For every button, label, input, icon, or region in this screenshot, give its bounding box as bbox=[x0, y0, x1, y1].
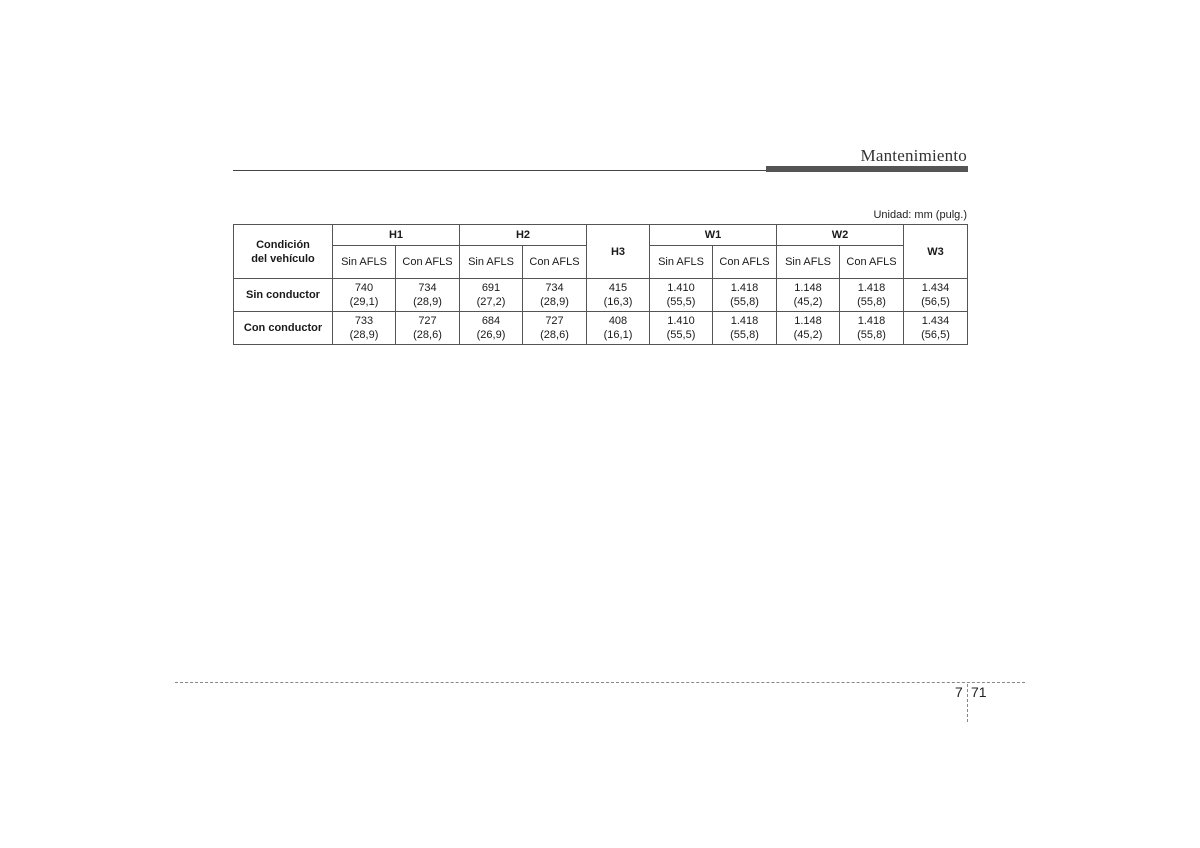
footer-divider bbox=[175, 682, 1025, 683]
table-cell: 1.418 (55,8) bbox=[713, 279, 777, 312]
subheader-cell: Sin AFLS bbox=[333, 246, 396, 279]
table-cell: 408 (16,1) bbox=[587, 312, 650, 345]
table-cell: 1.434 (56,5) bbox=[904, 312, 968, 345]
subheader-cell: Con AFLS bbox=[523, 246, 587, 279]
group-header-h1: H1 bbox=[333, 225, 460, 246]
table-cell: 415 (16,3) bbox=[587, 279, 650, 312]
table-cell: 1.418 (55,8) bbox=[713, 312, 777, 345]
table-header-row bbox=[234, 225, 968, 246]
subheader-cell: Con AFLS bbox=[840, 246, 904, 279]
group-header-w2: W2 bbox=[777, 225, 904, 246]
table-cell: 727 (28,6) bbox=[396, 312, 460, 345]
group-header-h3: H3 bbox=[587, 225, 650, 279]
row-label: Con conductor bbox=[234, 312, 333, 345]
table-cell: 1.434 (56,5) bbox=[904, 279, 968, 312]
table-cell: 1.410 (55,5) bbox=[650, 279, 713, 312]
dimensions-table bbox=[233, 224, 968, 345]
table-cell: 734 (28,9) bbox=[396, 279, 460, 312]
section-title: Mantenimiento bbox=[860, 146, 967, 165]
group-header-h2: H2 bbox=[460, 225, 587, 246]
subheader-cell: Sin AFLS bbox=[650, 246, 713, 279]
row-label: Sin conductor bbox=[234, 279, 333, 312]
table-cell: 1.148 (45,2) bbox=[777, 312, 840, 345]
header-rule-accent bbox=[766, 166, 968, 172]
table-cell: 1.410 (55,5) bbox=[650, 312, 713, 345]
footer-vertical-divider bbox=[967, 684, 968, 722]
table-cell: 691 (27,2) bbox=[460, 279, 523, 312]
group-header-w3: W3 bbox=[904, 225, 968, 279]
table-row bbox=[234, 279, 968, 312]
table-cell: 1.148 (45,2) bbox=[777, 279, 840, 312]
table-cell: 740 (29,1) bbox=[333, 279, 396, 312]
table-cell: 1.418 (55,8) bbox=[840, 279, 904, 312]
table-cell: 734 (28,9) bbox=[523, 279, 587, 312]
subheader-cell: Con AFLS bbox=[713, 246, 777, 279]
vehicle-condition-header: Condición del vehículo bbox=[234, 225, 333, 279]
subheader-cell: Con AFLS bbox=[396, 246, 460, 279]
table-cell: 727 (28,6) bbox=[523, 312, 587, 345]
subheader-cell: Sin AFLS bbox=[460, 246, 523, 279]
chapter-number: 7 bbox=[955, 684, 963, 700]
subheader-cell: Sin AFLS bbox=[777, 246, 840, 279]
unit-note: Unidad: mm (pulg.) bbox=[873, 209, 967, 221]
table-cell: 684 (26,9) bbox=[460, 312, 523, 345]
page-number: 71 bbox=[971, 684, 987, 700]
group-header-w1: W1 bbox=[650, 225, 777, 246]
table-cell: 733 (28,9) bbox=[333, 312, 396, 345]
table-cell: 1.418 (55,8) bbox=[840, 312, 904, 345]
table-row bbox=[234, 312, 968, 345]
header-rule bbox=[233, 170, 768, 171]
